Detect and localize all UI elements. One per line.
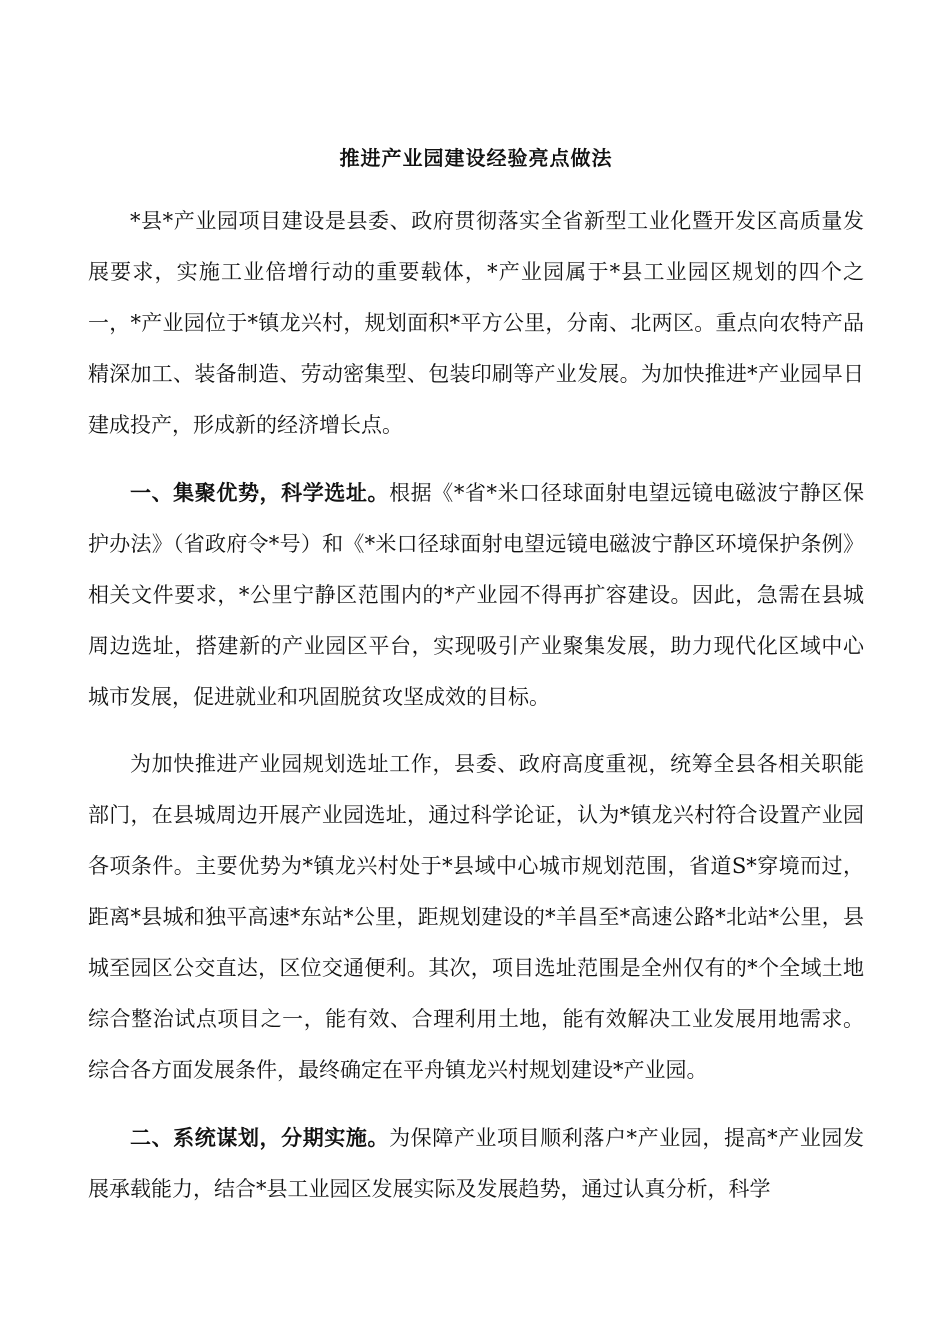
paragraph-section-1	[88, 467, 864, 723]
paragraph-text: 根据《*省*米口径球面射电望远镜电磁波宁静区保护办法》（省政府令*号）和《*米口径球面射电望远镜电磁波宁静区环境保护条例》相关文件要求，*公里宁静区范围内的*产业园不得再扩容建设。因此，急需在县城周边选址，搭建新的产业园区平台，实现吸引产业聚集发展，助力现代化区域中心城市发展，促进就业和巩固脱贫攻坚成效的目标。	[88, 481, 865, 709]
paragraph-section-2	[88, 1112, 864, 1215]
paragraph-text: *县*产业园项目建设是县委、政府贯彻落实全省新型工业化暨开发区高质量发展要求，实施工业倍增行动的重要载体，*产业园属于*县工业园区规划的四个之一，*产业园位于*镇龙兴村，规划面积*平方公里，分南、北两区。重点向农特产品精深加工、装备制造、劳动密集型、包装印刷等产业发展。为加快推进*产业园早日建成投产，形成新的经济增长点。	[88, 209, 864, 437]
section-heading: 二、系统谋划，分期实施。	[130, 1125, 390, 1150]
document-page	[88, 140, 864, 1231]
paragraph-text: 为加快推进产业园规划选址工作，县委、政府高度重视，统筹全县各相关职能部门，在县城周边开展产业园选址，通过科学论证，认为*镇龙兴村符合设置产业园各项条件。主要优势为*镇龙兴村处于*县域中心城市规划范围，省道S*穿境而过，距离*县城和独平高速*东站*公里，距规划建设的*羊昌至*高速公路*北站*公里，县城至园区公交直达，区位交通便利。其次，项目选址范围是全州仅有的*个全域土地综合整治试点项目之一，能有效、合理利用土地，能有效解决工业发展用地需求。综合各方面发展条件，最终确定在平舟镇龙兴村规划建设*产业园。	[88, 752, 864, 1082]
paragraph-text: 为保障产业项目顺利落户*产业园，提高*产业园发展承载能力，结合*县工业园区发展实际及发展趋势，通过认真分析，科学	[88, 1126, 865, 1201]
section-heading: 一、集聚优势，科学选址。	[130, 480, 390, 505]
document-title: 推进产业园建设经验亮点做法	[339, 146, 613, 170]
paragraph-intro	[88, 196, 864, 451]
paragraph-site-selection	[88, 739, 864, 1096]
